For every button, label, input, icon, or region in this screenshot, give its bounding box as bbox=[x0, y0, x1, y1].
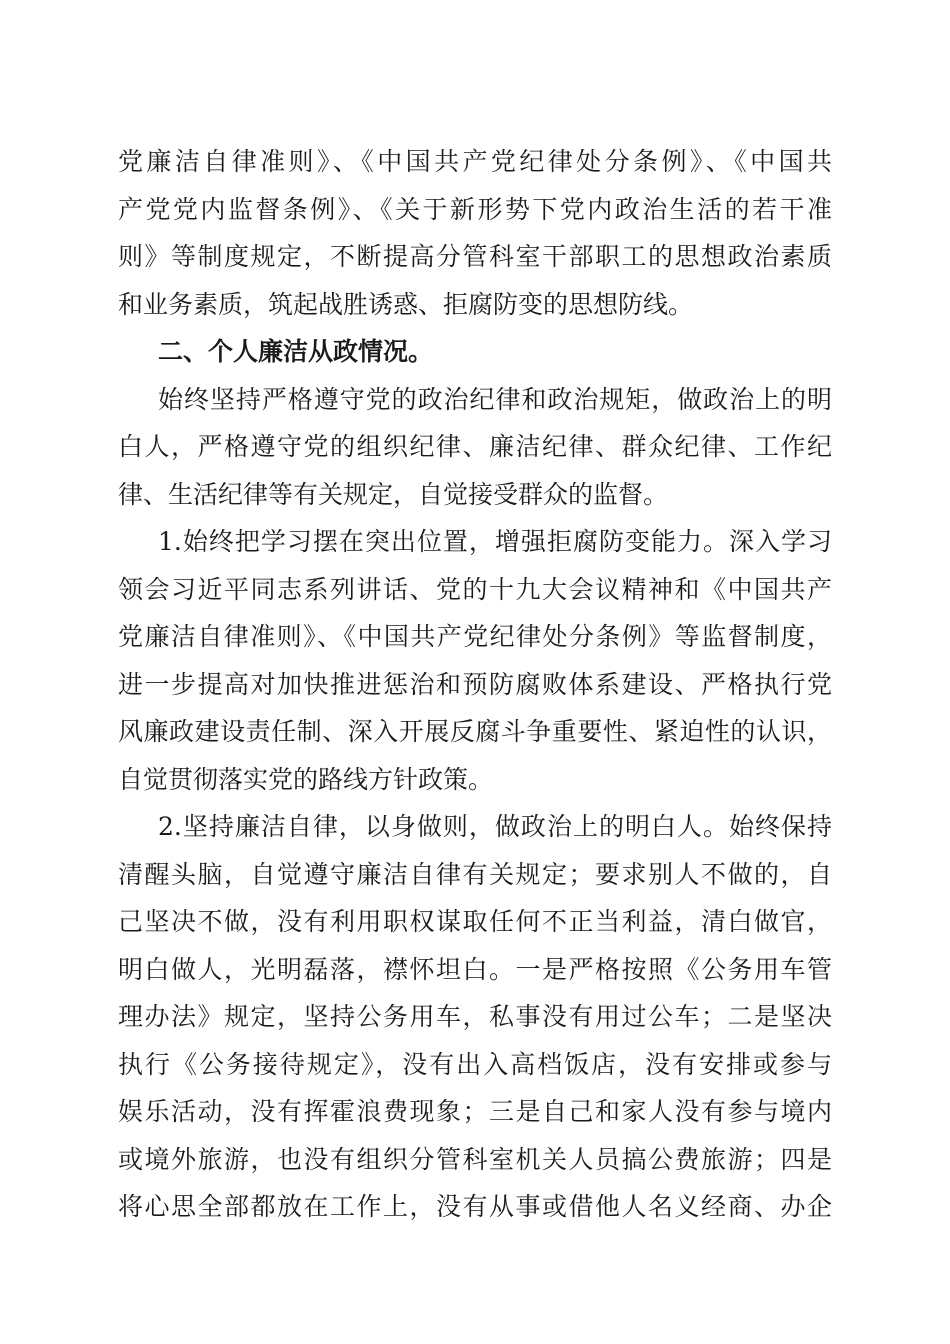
text-line: 党廉洁自律准则》、《中国共产党纪律处分条例》、《中国共 bbox=[118, 147, 832, 176]
para-continued-regulations bbox=[118, 138, 832, 328]
text-line: 自觉贯彻落实党的路线方针政策。 bbox=[118, 764, 494, 794]
text-line: 进一步提高对加快推进惩治和预防腐败体系建设、严格执行党 bbox=[118, 669, 832, 699]
para-item-1-study bbox=[118, 518, 832, 803]
text-line: 白人，严格遵守党的组织纪律、廉洁纪律、群众纪律、工作纪 bbox=[118, 432, 832, 461]
text-line: 和业务素质，筑起战胜诱惑、拒腐防变的思想防线。 bbox=[118, 289, 694, 319]
section-heading-personal-integrity bbox=[118, 328, 832, 376]
section-heading: 二、个人廉洁从政情况。 bbox=[158, 337, 434, 366]
text-line: 律、生活纪律等有关规定，自觉接受群众的监督。 bbox=[118, 479, 669, 509]
text-line: 领会习近平同志系列讲话、党的十九大会议精神和《中国共产 bbox=[118, 574, 832, 604]
text-line: 娱乐活动，没有挥霍浪费现象；三是自己和家人没有参与境内 bbox=[118, 1097, 832, 1126]
text-line: 清醒头脑，自觉遵守廉洁自律有关规定；要求别人不做的，自 bbox=[118, 859, 832, 889]
para-item-2-self-discipline bbox=[118, 803, 832, 1231]
text-line: 明白做人，光明磊落，襟怀坦白。一是严格按照《公务用车管 bbox=[118, 954, 832, 984]
text-line: 2.坚持廉洁自律，以身做则，做政治上的明白人。始终保持 bbox=[158, 812, 832, 841]
text-line: 则》等制度规定，不断提高分管科室干部职工的思想政治素质 bbox=[118, 242, 832, 271]
text-line: 己坚决不做，没有利用职权谋取任何不正当利益，清白做官， bbox=[118, 907, 832, 936]
text-line: 将心思全部都放在工作上，没有从事或借他人名义经商、办企 bbox=[118, 1192, 832, 1221]
text-line: 党廉洁自律准则》、《中国共产党纪律处分条例》等监督制度， bbox=[118, 622, 832, 651]
text-line: 产党党内监督条例》、《关于新形势下党内政治生活的若干准 bbox=[118, 194, 832, 224]
text-line: 或境外旅游，也没有组织分管科室机关人员搞公费旅游；四是 bbox=[118, 1144, 832, 1174]
text-line: 执行《公务接待规定》，没有出入高档饭店，没有安排或参与 bbox=[118, 1049, 832, 1079]
text-line: 1.始终把学习摆在突出位置，增强拒腐防变能力。深入学习 bbox=[158, 527, 832, 556]
text-line: 理办法》规定，坚持公务用车，私事没有用过公车；二是坚决 bbox=[118, 1002, 832, 1031]
para-discipline bbox=[118, 376, 832, 519]
text-line: 始终坚持严格遵守党的政治纪律和政治规矩，做政治上的明 bbox=[158, 384, 832, 414]
body-text bbox=[118, 138, 832, 1231]
text-line: 风廉政建设责任制、深入开展反腐斗争重要性、紧迫性的认识， bbox=[118, 717, 832, 746]
